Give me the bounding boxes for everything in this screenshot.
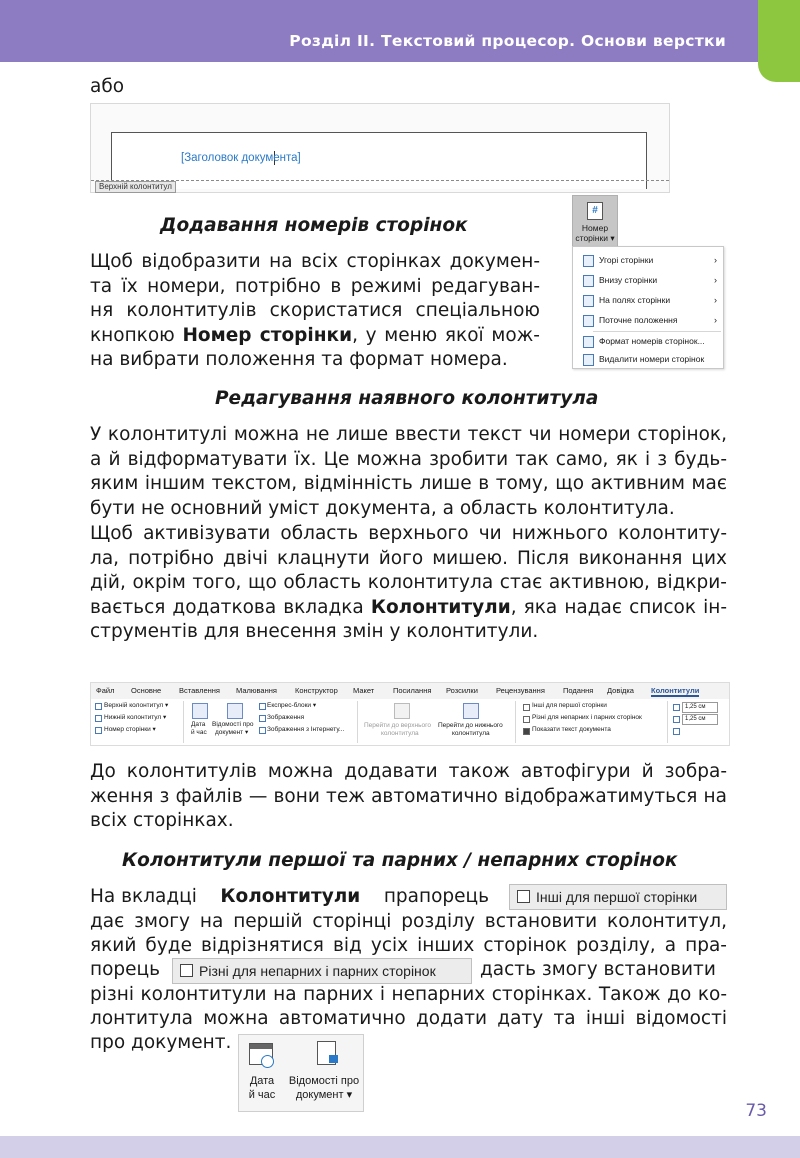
goto-header-label-2[interactable]: колонтитула <box>381 730 419 737</box>
tab-review[interactable]: Рецензування <box>496 686 545 695</box>
page-number-icon: # <box>587 202 603 220</box>
date-label-2: й час <box>248 1089 276 1101</box>
pictures-icon <box>259 715 266 722</box>
paragraph-editing-2 <box>90 522 727 645</box>
l1-bold: Колонтитули <box>220 886 361 907</box>
p1-end: , у меню якої мож-на вибрати положення та формат номера. <box>90 324 540 370</box>
odd-even-checkbox[interactable] <box>523 716 530 723</box>
date-docinfo-screenshot <box>238 1034 364 1112</box>
line-4-start: порець <box>90 959 161 980</box>
header-dropdown[interactable]: Верхній колонтитул ▾ <box>104 702 169 709</box>
checkbox-label: Інші для першої сторінки <box>536 889 698 905</box>
header-screenshot <box>90 103 670 193</box>
quick-parts-dropdown[interactable]: Експрес-блоки ▾ <box>267 702 317 709</box>
page-number-label-2: сторінки ▾ <box>575 233 615 243</box>
doc-info-label-1[interactable]: Відомості про <box>212 721 254 728</box>
tab-help[interactable]: Довідка <box>607 686 634 695</box>
tab-header-footer[interactable]: Колонтитули <box>651 686 700 695</box>
menu-item-margins[interactable] <box>573 290 723 310</box>
footer-icon <box>95 715 102 722</box>
page-number-dropdown <box>572 246 724 369</box>
heading-first-odd-even: Колонтитули першої та парних / непарних сторінок <box>122 850 678 871</box>
docinfo-label-1: Відомості про <box>288 1075 360 1087</box>
header-position-field[interactable]: 1,25 см <box>682 702 718 713</box>
chevron-right-icon: › <box>714 275 717 285</box>
show-text-option[interactable]: Показати текст документа <box>532 726 611 733</box>
document-info-badge-icon <box>329 1055 338 1063</box>
line-6: лонтитула можна автоматично додати дату та інші відомості <box>90 1008 727 1029</box>
odd-even-checkbox-image[interactable] <box>172 958 472 984</box>
menu-item-format[interactable] <box>573 331 723 351</box>
p2-bold: Колонтитули <box>370 596 511 618</box>
page-margins-icon <box>583 295 594 307</box>
checkbox-icon <box>517 890 530 903</box>
chevron-right-icon: › <box>714 315 717 325</box>
group-separator <box>515 701 516 743</box>
menu-item-label: Видалити номери сторінок <box>599 354 705 364</box>
line-4-end: дасть змогу встановити <box>480 959 716 980</box>
p2-end: , яка надає список ін-струментів для внесення змін у колонтитули. <box>90 596 727 642</box>
menu-item-label: На полях сторінки <box>599 295 671 305</box>
menu-item-remove[interactable] <box>573 349 723 369</box>
menu-item-label: Формат номерів сторінок... <box>599 336 705 346</box>
tab-references[interactable]: Посилання <box>393 686 432 695</box>
clock-icon <box>261 1055 274 1068</box>
page-top-icon <box>583 255 594 267</box>
title-placeholder[interactable]: [Заголовок документа] <box>181 152 301 164</box>
p1-bold: Номер сторінки <box>182 324 353 346</box>
header-band <box>0 0 758 62</box>
menu-item-label: Внизу сторінки <box>599 275 658 285</box>
menu-item-label: Поточне положення <box>599 315 678 325</box>
page-number: 73 <box>745 1101 767 1121</box>
alignment-tab-icon[interactable] <box>673 728 680 735</box>
footer-position-field[interactable]: 1,25 см <box>682 714 718 725</box>
chevron-right-icon: › <box>714 295 717 305</box>
first-page-option[interactable]: Інші для першої сторінки <box>532 702 607 709</box>
intro-abo: або <box>90 76 125 97</box>
pictures-button[interactable]: Зображення <box>267 714 305 721</box>
page-number-dropdown[interactable]: Номер сторінки ▾ <box>104 726 156 733</box>
line-5: різні колонтитули на парних і непарних сторінках. Також до ко- <box>90 984 727 1005</box>
menu-item-bottom[interactable] <box>573 270 723 290</box>
current-position-icon <box>583 315 594 327</box>
group-separator <box>183 701 184 743</box>
first-page-checkbox[interactable] <box>523 704 530 711</box>
section-title: Розділ II. Текстовий процесор. Основи верстки <box>289 32 726 50</box>
tab-view[interactable]: Подання <box>563 686 594 695</box>
paragraph-autoshapes: До колонтитулів можна додавати також автофігури й зобра-ження з файлів — вони теж автоматично відображатимуться на всіх сторінках. <box>90 761 727 831</box>
heading-editing: Редагування наявного колонтитула <box>215 388 599 409</box>
ribbon-screenshot <box>90 682 730 746</box>
menu-item-current[interactable] <box>573 310 723 330</box>
tab-design[interactable]: Конструктор <box>295 686 338 695</box>
first-page-checkbox-image[interactable] <box>509 884 727 910</box>
line-7: про документ. <box>90 1032 232 1053</box>
ribbon-body <box>91 699 729 745</box>
paragraph-editing-1: У колонтитулі можна не лише ввести текст чи номери сторінок, а й відформатувати їх. Це можна зробити так само, як і з будь-яким іншим текстом, відмінність лише в тому, що активним має бути не основний уміст документа, а область колонтитула. <box>90 424 727 519</box>
remove-icon <box>583 354 594 366</box>
header-position-icon <box>673 704 680 711</box>
menu-item-label: Угорі сторінки <box>599 255 654 265</box>
tab-home[interactable]: Основне <box>131 686 162 695</box>
group-separator <box>357 701 358 743</box>
online-pictures-icon <box>259 727 266 734</box>
page-bottom-icon <box>583 275 594 287</box>
l1-a: На вкладці <box>90 886 197 907</box>
document-info-icon <box>227 703 243 719</box>
show-text-checkbox[interactable] <box>523 728 530 735</box>
line-1 <box>90 885 489 910</box>
tab-layout[interactable]: Макет <box>353 686 375 695</box>
tab-file[interactable]: Файл <box>96 686 115 695</box>
date-time-label-1[interactable]: Дата <box>191 721 206 728</box>
checkbox-icon <box>180 964 193 977</box>
line-3: який буде відрізнятися від усіх інших сторінок розділу, а пра- <box>90 935 727 956</box>
ribbon-tabs <box>91 683 729 698</box>
page-number-menu-screenshot <box>572 195 724 369</box>
tab-mailings[interactable]: Розсилки <box>446 686 478 695</box>
tab-insert[interactable]: Вставлення <box>179 686 220 695</box>
green-tab <box>758 0 800 82</box>
date-label-1: Дата <box>249 1075 275 1087</box>
tab-draw[interactable]: Малювання <box>236 686 277 695</box>
footer-position-icon <box>673 716 680 723</box>
group-separator <box>667 701 668 743</box>
header-boundary <box>91 180 669 181</box>
header-icon <box>95 703 102 710</box>
date-time-button[interactable] <box>239 1035 285 1111</box>
paragraph-page-numbers <box>90 250 540 373</box>
line-2: дає змогу на першій сторінці розділу встановити колонтитул, <box>90 911 727 932</box>
checkbox-label: Різні для непарних і парних сторінок <box>199 963 436 979</box>
p2-text: Щоб активізувати область верхнього чи нижнього колонтиту-ла, потрібно двічі клацнути його мишею. Після виконання цих дій, окрім того, що область колонтитула стає активною, відкри-вається додаткова вкладка <box>90 523 727 618</box>
chevron-right-icon: › <box>714 255 717 265</box>
docinfo-label-2: документ ▾ <box>295 1089 353 1101</box>
quick-parts-icon <box>259 703 266 710</box>
format-icon <box>583 336 594 348</box>
goto-header-label-1[interactable]: Перейти до верхнього <box>364 722 431 729</box>
date-time-label-2[interactable]: й час <box>191 729 207 736</box>
odd-even-option[interactable]: Різні для непарних і парних сторінок <box>532 714 642 721</box>
menu-item-top[interactable] <box>573 250 723 270</box>
online-pictures-button[interactable]: Зображення з Інтернету... <box>267 726 345 733</box>
goto-footer-icon <box>463 703 479 719</box>
footer-band <box>0 1136 800 1158</box>
page-number-label-1: Номер <box>581 223 609 233</box>
footer-dropdown[interactable]: Нижній колонтитул ▾ <box>104 714 167 721</box>
page-number-icon <box>95 727 102 734</box>
p1-text: Щоб відобразити на всіх сторінках докумен-та їх номери, потрібно в режимі редагуван-ня колонтитулів скористатися спеціальною кнопкою <box>90 251 540 346</box>
page-number-button[interactable] <box>572 195 618 247</box>
goto-footer-label-2[interactable]: колонтитула <box>452 730 490 737</box>
calendar-icon <box>192 703 208 719</box>
doc-info-label-2[interactable]: документ ▾ <box>215 729 249 736</box>
goto-footer-label-1[interactable]: Перейти до нижнього <box>438 722 503 729</box>
header-label: Верхній колонтитул <box>95 181 176 193</box>
heading-page-numbers: Додавання номерів сторінок <box>160 215 468 236</box>
goto-header-icon <box>394 703 410 719</box>
l1-b: прапорець <box>383 886 490 907</box>
